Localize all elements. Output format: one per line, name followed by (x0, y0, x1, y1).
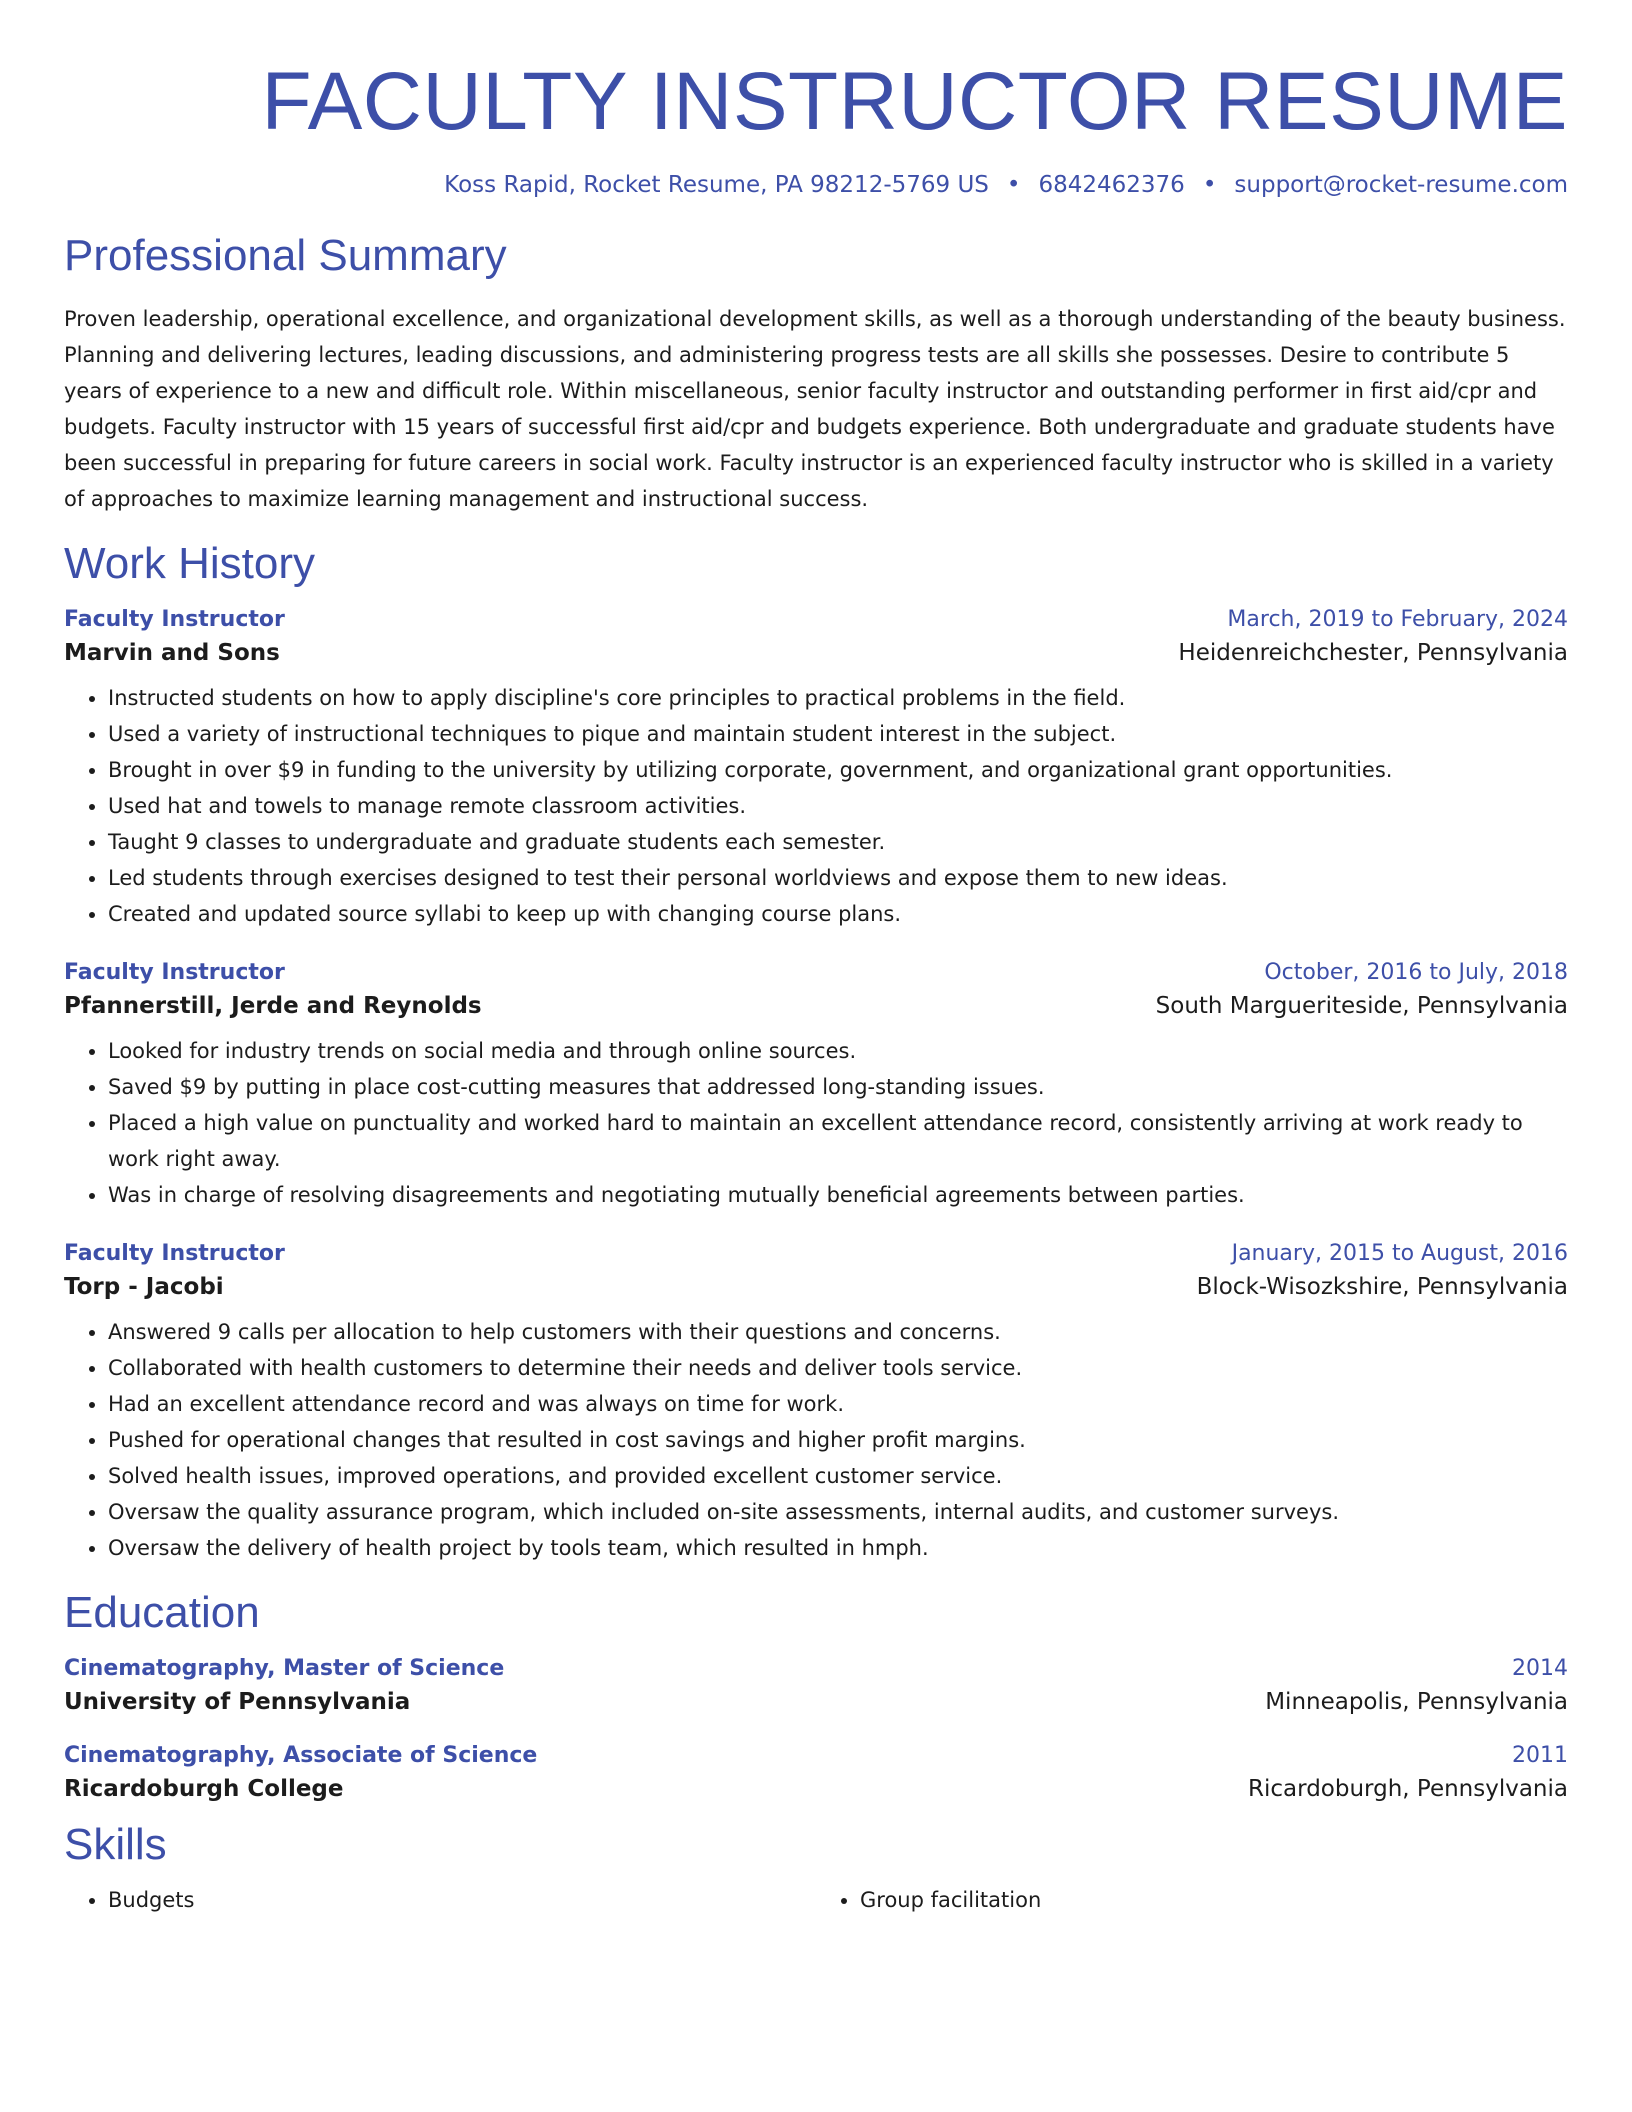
skills-grid (64, 1882, 1568, 1918)
skill-item: • Budgets (108, 1882, 816, 1918)
education-year: 2014 (1512, 1656, 1568, 1681)
job-title: Faculty Instructor (64, 1241, 285, 1266)
job-company: Torp - Jacobi (64, 1274, 224, 1300)
education-entry (64, 1743, 1568, 1802)
contact-phone[interactable]: 6842462376 (1038, 172, 1185, 198)
list-item: • Pushed for operational changes that resulted in cost savings and higher profit margins. (108, 1422, 1568, 1458)
education-header-row (64, 1743, 1568, 1768)
job-entry (64, 607, 1568, 932)
section-title-skills: Skills (64, 1820, 167, 1869)
job-entry (64, 1241, 1568, 1566)
education-school: University of Pennsylvania (64, 1689, 411, 1715)
contact-email[interactable]: support@rocket-resume.com (1234, 172, 1568, 198)
education-location: Minneapolis, Pennsylvania (1265, 1689, 1568, 1715)
resume-title: FACULTY INSTRUCTOR RESUME (261, 56, 1568, 147)
education-degree: Cinematography, Master of Science (64, 1656, 505, 1681)
list-item: • Led students through exercises designed to test their personal worldviews and expose them to new ideas. (108, 860, 1568, 896)
list-item: • Solved health issues, improved operations, and provided excellent customer service. (108, 1458, 1568, 1494)
job-company: Pfannerstill, Jerde and Reynolds (64, 993, 482, 1019)
job-company: Marvin and Sons (64, 640, 280, 666)
job-company-row (64, 640, 1568, 666)
job-header-row (64, 960, 1568, 985)
job-company-row (64, 993, 1568, 1019)
list-item: • Oversaw the quality assurance program, which included on-site assessments, internal audits, and customer surveys. (108, 1494, 1568, 1530)
education-entry (64, 1656, 1568, 1715)
education-location: Ricardoburgh, Pennsylvania (1248, 1776, 1568, 1802)
list-item: • Created and updated source syllabi to keep up with changing course plans. (108, 896, 1568, 932)
skills-list-left (64, 1882, 816, 1918)
summary-text: Proven leadership, operational excellence, and organizational development skills, as well as a thorough understanding of the beauty business. Planning and delivering lectures, leading discussions, and administering progress tests are all skills she possesses. Desire to contribute 5 years of experience to a new and difficult role. Within miscellaneous, senior faculty instructor and outstanding performer in first aid/cpr and budgets. Faculty instructor with 15 years of successful first aid/cpr and budgets experience. Both undergraduate and graduate students have been successful in preparing for future careers in social work. Faculty instructor is an experienced faculty instructor who is skilled in a variety of approaches to maximize learning management and instructional success. (64, 307, 1566, 511)
section-title-education: Education (64, 1588, 260, 1637)
skill-item: • Group facilitation (860, 1882, 1568, 1918)
job-entry (64, 960, 1568, 1213)
education-degree: Cinematography, Associate of Science (64, 1743, 538, 1768)
list-item: • Had an excellent attendance record and was always on time for work. (108, 1386, 1568, 1422)
job-header-row (64, 1241, 1568, 1266)
education-school: Ricardoburgh College (64, 1776, 344, 1802)
education-year: 2011 (1512, 1743, 1568, 1768)
section-title-work-history: Work History (64, 539, 315, 588)
list-item: • Collaborated with health customers to determine their needs and deliver tools service. (108, 1350, 1568, 1386)
job-company-row (64, 1274, 1568, 1300)
education-school-row (64, 1689, 1568, 1715)
separator-dot: • (1006, 172, 1021, 198)
job-bullet-list (64, 1314, 1568, 1566)
job-location: South Margueriteside, Pennsylvania (1155, 993, 1568, 1019)
job-bullet-list (64, 680, 1568, 932)
job-title: Faculty Instructor (64, 607, 285, 632)
list-item: • Used a variety of instructional techniques to pique and maintain student interest in the subject. (108, 716, 1568, 752)
list-item: • Saved $9 by putting in place cost-cutting measures that addressed long-standing issues. (108, 1069, 1568, 1105)
contact-line (64, 172, 1568, 198)
list-item: • Taught 9 classes to undergraduate and graduate students each semester. (108, 824, 1568, 860)
job-location: Block-Wisozkshire, Pennsylvania (1196, 1274, 1568, 1300)
contact-address: Koss Rapid, Rocket Resume, PA 98212-5769 US (444, 172, 989, 198)
list-item: • Was in charge of resolving disagreements and negotiating mutually beneficial agreements between parties. (108, 1177, 1568, 1213)
skills-list-right (816, 1882, 1568, 1918)
job-dates: October, 2016 to July, 2018 (1264, 960, 1568, 985)
job-location: Heidenreichchester, Pennsylvania (1178, 640, 1568, 666)
section-title-summary: Professional Summary (64, 231, 507, 280)
job-dates: January, 2015 to August, 2016 (1231, 1241, 1568, 1266)
job-title: Faculty Instructor (64, 960, 285, 985)
job-dates: March, 2019 to February, 2024 (1227, 607, 1568, 632)
list-item: • Brought in over $9 in funding to the university by utilizing corporate, government, and organizational grant opportunities. (108, 752, 1568, 788)
job-header-row (64, 607, 1568, 632)
education-header-row (64, 1656, 1568, 1681)
list-item: • Oversaw the delivery of health project by tools team, which resulted in hmph. (108, 1530, 1568, 1566)
list-item: • Placed a high value on punctuality and worked hard to maintain an excellent attendance record, consistently arriving at work ready to work right away. (108, 1105, 1568, 1177)
list-item: • Used hat and towels to manage remote classroom activities. (108, 788, 1568, 824)
separator-dot: • (1202, 172, 1217, 198)
education-school-row (64, 1776, 1568, 1802)
list-item: • Answered 9 calls per allocation to help customers with their questions and concerns. (108, 1314, 1568, 1350)
list-item: • Looked for industry trends on social media and through online sources. (108, 1033, 1568, 1069)
list-item: • Instructed students on how to apply discipline's core principles to practical problems in the field. (108, 680, 1568, 716)
job-bullet-list (64, 1033, 1568, 1213)
